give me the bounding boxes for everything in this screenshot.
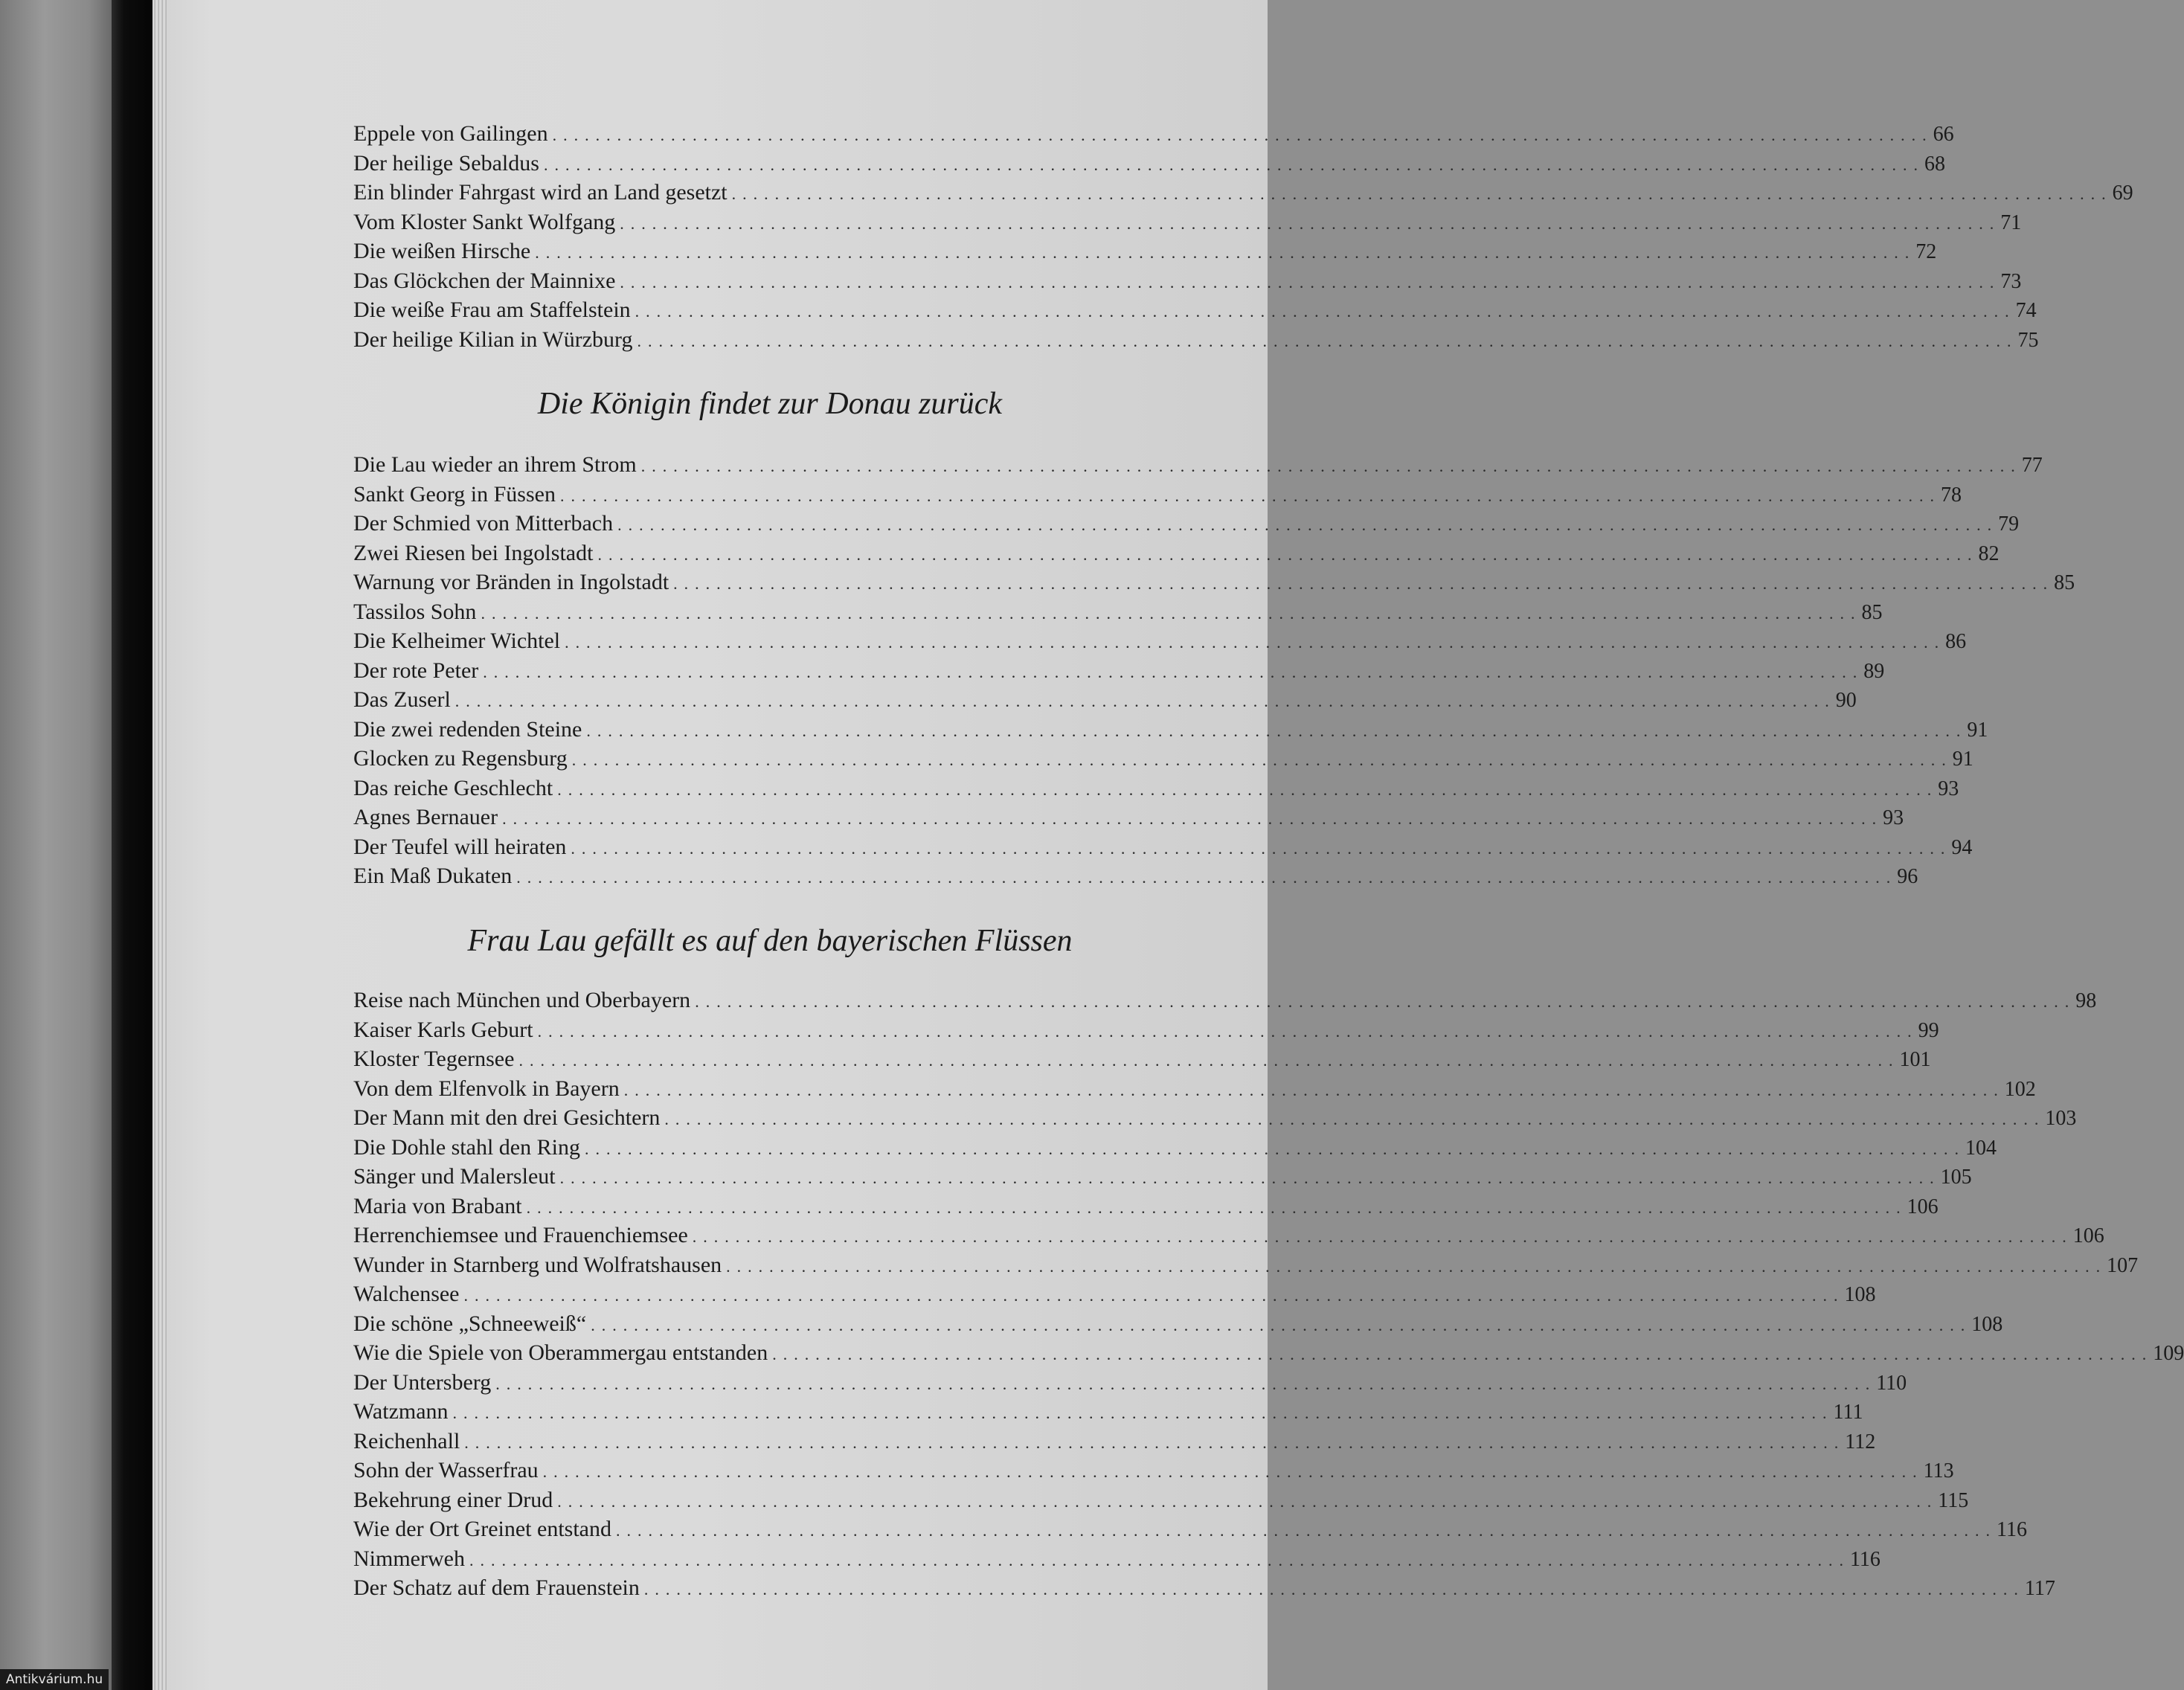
dot-leader: ................................................................................................................................ [542, 1462, 1924, 1481]
dot-leader: ................................................................................................................................ [565, 633, 1946, 652]
toc-entry-title: Wunder in Starnberg und Wolfratshausen [353, 1252, 722, 1277]
toc-entry-title: Watzmann [353, 1399, 449, 1424]
dot-leader: ................................................................................................................................ [557, 1491, 1939, 1511]
toc-entry[interactable] [353, 119, 1954, 149]
toc-entry-page: 98 [2075, 989, 2097, 1012]
toc-entry-page: 101 [1899, 1048, 1931, 1071]
toc-entry[interactable] [353, 450, 2043, 480]
toc-entry[interactable] [353, 1427, 1876, 1456]
toc-entry[interactable] [353, 685, 1857, 715]
toc-entry-page: 90 [1835, 689, 1857, 712]
toc-entry-title: Tassilos Sohn [353, 599, 477, 624]
toc-entry[interactable] [353, 1044, 1931, 1074]
toc-entry-page: 113 [1923, 1459, 1954, 1482]
dot-leader: ................................................................................................................................ [526, 1198, 1907, 1217]
toc-entry-title: Die weißen Hirsche [353, 239, 531, 263]
toc-entry-title: Nimmerweh [353, 1546, 465, 1571]
toc-entry[interactable] [353, 1103, 2077, 1133]
toc-entry-title: Der heilige Kilian in Würzburg [353, 327, 633, 352]
toc-entry-title: Zwei Riesen bei Ingolstadt [353, 540, 594, 565]
toc-entry-page: 104 [1965, 1136, 1997, 1160]
toc-entry[interactable] [353, 1015, 1939, 1045]
toc-entry-title: Bekehrung einer Drud [353, 1487, 553, 1512]
toc-entry[interactable] [353, 774, 1959, 803]
dot-leader: ................................................................................................................................ [673, 574, 2055, 593]
toc-entry-title: Maria von Brabant [353, 1193, 522, 1218]
dot-leader: ................................................................................................................................ [597, 544, 1979, 564]
toc-entry-title: Die weiße Frau am Staffelstein [353, 298, 631, 322]
toc-entry-title: Der rote Peter [353, 658, 479, 683]
toc-entry[interactable] [353, 1250, 2139, 1280]
toc-entry-page: 111 [1833, 1401, 1863, 1424]
dot-leader: ................................................................................................................................ [586, 721, 1968, 740]
toc-entry-title: Ein blinder Fahrgast wird an Land gesetzt [353, 180, 728, 205]
toc-entry-title: Ein Maß Dukaten [353, 864, 513, 888]
toc-entry-page: 71 [2000, 211, 2022, 234]
toc-entry[interactable] [353, 1074, 2036, 1104]
toc-entry-page: 103 [2045, 1107, 2077, 1130]
section-heading: Frau Lau gefällt es auf den bayerischen Flüssen [467, 924, 1073, 958]
toc-entry[interactable] [353, 1338, 2184, 1368]
toc-entry-page: 77 [2021, 454, 2043, 477]
dot-leader: ................................................................................................................................ [502, 809, 1883, 828]
dot-leader: ................................................................................................................................ [463, 1286, 1845, 1305]
toc-entry[interactable] [353, 480, 1962, 510]
toc-entry-page: 73 [2000, 269, 2022, 293]
toc-entry[interactable] [353, 1279, 1876, 1309]
dot-leader: ................................................................................................................................ [535, 243, 1916, 262]
toc-entry-page: 89 [1863, 659, 1885, 683]
toc-entry[interactable] [353, 626, 1967, 656]
toc-entry[interactable] [353, 744, 1973, 774]
toc-entry-title: Der Mann mit den drei Gesichtern [353, 1105, 661, 1130]
toc-entry[interactable] [353, 1456, 1954, 1485]
toc-entry[interactable] [353, 656, 1885, 686]
dot-leader: ................................................................................................................................ [643, 1580, 2025, 1599]
toc-entry[interactable] [353, 509, 2020, 539]
book-spine [112, 0, 152, 1690]
toc-entry-title: Das Zuserl [353, 687, 451, 712]
toc-entry-title: Sankt Georg in Füssen [353, 481, 556, 507]
toc-entry[interactable] [353, 1221, 2104, 1250]
toc-entry-title: Kaiser Karls Geburt [353, 1017, 533, 1042]
dot-leader: ................................................................................................................................ [620, 272, 2001, 292]
dot-leader: ................................................................................................................................ [571, 838, 1952, 858]
toc-entry[interactable] [353, 1162, 1972, 1192]
toc-entry-title: Kloster Tegernsee [353, 1047, 515, 1071]
toc-entry-page: 78 [1940, 483, 1962, 507]
toc-entry[interactable] [353, 325, 2039, 355]
toc-entry-page: 110 [1876, 1371, 1907, 1395]
dot-leader: ................................................................................................................................ [726, 1256, 2107, 1276]
toc-entry-page: 86 [1945, 630, 1967, 653]
dot-leader: ................................................................................................................................ [584, 1139, 1965, 1158]
toc-entry[interactable] [353, 1309, 2003, 1339]
toc-entry-title: Die Dohle stahl den Ring [353, 1134, 580, 1160]
toc-entry-title: Der Schmied von Mitterbach [353, 511, 614, 536]
background-surface [0, 0, 112, 1690]
toc-entry-title: Der Schatz auf dem Frauenstein [353, 1575, 640, 1600]
toc-entry[interactable] [353, 1485, 1969, 1515]
toc-entry-page: 68 [1924, 152, 1945, 176]
dot-leader: ................................................................................................................................ [495, 1374, 1877, 1393]
dot-leader: ................................................................................................................................ [481, 603, 1862, 623]
toc-entry-title: Die schöne „Schneeweiß“ [353, 1311, 587, 1336]
toc-entry-page: 79 [1998, 513, 2020, 536]
toc-entry[interactable] [353, 1133, 1997, 1163]
toc-entry-title: Eppele von Gailingen [353, 121, 548, 146]
toc-entry-page: 74 [2015, 299, 2037, 322]
toc-entry[interactable] [353, 1192, 1939, 1221]
toc-entry-title: Herrenchiemsee und Frauenchiemsee [353, 1223, 688, 1247]
dot-leader: ................................................................................................................................ [559, 1169, 1941, 1187]
toc-entry-title: Sohn der Wasserfrau [353, 1458, 539, 1482]
toc-entry-page: 116 [1997, 1518, 2027, 1541]
dot-leader: ................................................................................................................................ [452, 1404, 1834, 1422]
toc-section-2 [353, 450, 2075, 891]
toc-entry-page: 69 [2112, 181, 2133, 205]
toc-entry[interactable] [353, 295, 2037, 325]
dot-leader: ................................................................................................................................ [731, 184, 2113, 203]
toc-entry-page: 93 [1883, 806, 1904, 829]
toc-entry-page: 72 [1915, 240, 1937, 263]
toc-entry-title: Von dem Elfenvolk in Bayern [353, 1076, 620, 1101]
dot-leader: ................................................................................................................................ [620, 213, 2001, 233]
toc-entry-page: 112 [1845, 1430, 1876, 1453]
toc-entry-page: 94 [1951, 835, 1973, 859]
toc-entry-title: Walchensee [353, 1282, 460, 1306]
toc-entry-page: 107 [2107, 1253, 2139, 1277]
toc-section-3 [353, 986, 2184, 1603]
toc-entry-page: 109 [2153, 1342, 2184, 1365]
dot-leader: ................................................................................................................................ [695, 992, 2076, 1011]
toc-entry-page: 66 [1933, 123, 1954, 146]
dot-leader: ................................................................................................................................ [537, 1021, 1918, 1041]
toc-entry-page: 105 [1940, 1166, 1972, 1189]
toc-entry[interactable] [353, 208, 2022, 237]
dot-leader: ................................................................................................................................ [469, 1550, 1850, 1569]
toc-entry[interactable] [353, 266, 2022, 296]
dot-leader: ................................................................................................................................ [516, 868, 1898, 887]
dot-leader: ................................................................................................................................ [617, 515, 1999, 534]
toc-entry-title: Das reiche Geschlecht [353, 775, 553, 800]
toc-entry[interactable] [353, 539, 2000, 568]
toc-entry-title: Vom Kloster Sankt Wolfgang [353, 209, 616, 234]
toc-entry[interactable] [353, 597, 1883, 627]
dot-leader: ................................................................................................................................ [616, 1521, 1997, 1540]
toc-entry-title: Das Glöckchen der Mainnixe [353, 268, 616, 293]
dot-leader: ................................................................................................................................ [543, 155, 1924, 174]
toc-entry[interactable] [353, 986, 2097, 1015]
section-heading: Die Königin findet zur Donau zurück [537, 387, 1003, 421]
toc-entry[interactable] [353, 1368, 1907, 1398]
toc-entry-title: Agnes Bernauer [353, 805, 498, 829]
toc-entry[interactable] [353, 803, 1904, 832]
toc-entry[interactable] [353, 715, 1988, 745]
toc-entry-title: Wie die Spiele von Oberammergau entstanden [353, 1340, 768, 1365]
toc-entry-title: Glocken zu Regensburg [353, 746, 568, 771]
dot-leader: ................................................................................................................................ [640, 457, 2022, 475]
dot-leader: ................................................................................................................................ [635, 302, 2016, 321]
toc-entry-page: 91 [1967, 718, 1988, 742]
toc-entry-title: Reichenhall [353, 1428, 460, 1453]
toc-entry-title: Der Untersberg [353, 1369, 492, 1395]
toc-entry[interactable] [353, 568, 2075, 597]
toc-entry-page: 75 [2017, 328, 2039, 352]
dot-leader: ................................................................................................................................ [483, 662, 1864, 681]
dot-leader: ................................................................................................................................ [557, 780, 1939, 799]
toc-entry-page: 91 [1952, 748, 1973, 771]
toc-entry-title: Sänger und Malersleut [353, 1164, 556, 1189]
toc-entry-page: 116 [1849, 1547, 1881, 1571]
page-edges [152, 0, 167, 1690]
watermark-label: Antikvárium.hu [0, 1669, 109, 1690]
dot-leader: ................................................................................................................................ [692, 1227, 2073, 1246]
toc-entry-page: 96 [1897, 865, 1918, 888]
dot-leader: ................................................................................................................................ [664, 1110, 2046, 1128]
toc-entry-page: 108 [1844, 1283, 1876, 1306]
dot-leader: ................................................................................................................................ [571, 751, 1953, 769]
toc-entry[interactable] [353, 1397, 1863, 1427]
toc-entry-title: Warnung vor Bränden in Ingolstadt [353, 570, 669, 594]
toc-entry[interactable] [353, 832, 1973, 862]
toc-entry-page: 85 [2054, 571, 2075, 594]
toc-entry-title: Die zwei redenden Steine [353, 716, 582, 742]
toc-entry-page: 93 [1938, 777, 1959, 800]
dot-leader: ................................................................................................................................ [552, 126, 1933, 144]
toc-entry-title: Die Kelheimer Wichtel [353, 629, 561, 653]
dot-leader: ................................................................................................................................ [518, 1051, 1900, 1070]
toc-entry-page: 82 [1978, 542, 2000, 565]
toc-entry-page: 106 [2072, 1224, 2104, 1247]
toc-entry-page: 99 [1918, 1018, 1939, 1042]
toc-entry-title: Der Teufel will heiraten [353, 834, 567, 859]
toc-entry-page: 102 [2004, 1077, 2036, 1101]
toc-entry[interactable] [353, 1573, 2055, 1603]
toc-entry-title: Reise nach München und Oberbayern [353, 988, 691, 1012]
toc-entry-page: 117 [2024, 1577, 2055, 1600]
toc-entry-page: 115 [1938, 1488, 1969, 1512]
toc-entry[interactable] [353, 237, 1937, 266]
dot-leader: ................................................................................................................................ [591, 1315, 1972, 1334]
dot-leader: ................................................................................................................................ [623, 1080, 2005, 1099]
dot-leader: ................................................................................................................................ [772, 1345, 2154, 1363]
toc-section-1 [353, 119, 2133, 354]
toc-entry[interactable] [353, 1544, 1881, 1574]
toc-entry[interactable] [353, 178, 2133, 208]
toc-entry-title: Wie der Ort Greinet entstand [353, 1517, 611, 1541]
dot-leader: ................................................................................................................................ [637, 331, 2018, 350]
toc-entry[interactable] [353, 149, 1945, 179]
dot-leader: ................................................................................................................................ [464, 1433, 1846, 1452]
toc-entry-title: Die Lau wieder an ihrem Strom [353, 452, 637, 477]
toc-entry-title: Der heilige Sebaldus [353, 150, 539, 176]
dot-leader: ................................................................................................................................ [455, 692, 1836, 710]
dot-leader: ................................................................................................................................ [559, 486, 1941, 505]
toc-entry-page: 85 [1861, 600, 1883, 624]
toc-entry-page: 108 [1971, 1312, 2003, 1336]
toc-entry-page: 106 [1907, 1195, 1939, 1218]
toc-entry[interactable] [353, 1514, 2027, 1544]
toc-entry[interactable] [353, 861, 1918, 891]
